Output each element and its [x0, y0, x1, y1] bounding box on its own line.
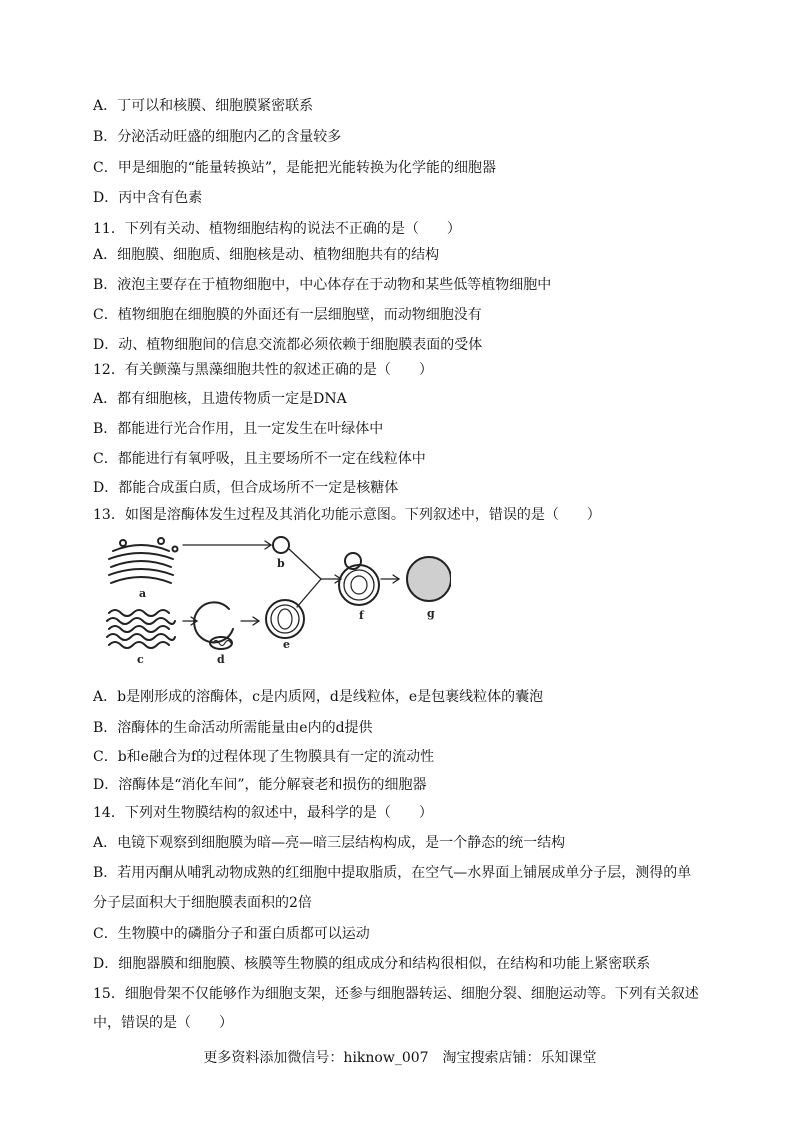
- lysosome-b: [273, 537, 289, 553]
- label-c: c: [137, 653, 144, 666]
- q14-option-c: C．生物膜中的磷脂分子和蛋白质都可以运动: [93, 926, 370, 942]
- q14-option-a: A．电镜下观察到细胞膜为暗—亮—暗三层结构构成，是一个静态的统一结构: [93, 835, 566, 851]
- q15-stem: 15．细胞骨架不仅能够作为细胞支架，还参与细胞器转运、细胞分裂、细胞运动等。下列有关叙述: [93, 986, 699, 1002]
- q13-stem: 13．如图是溶酶体发生过程及其消化功能示意图。下列叙述中，错误的是（ ）: [93, 507, 601, 523]
- fused-lysosome-f: [339, 553, 379, 605]
- q12-option-a: A．都有细胞核，且遗传物质一定是DNA: [93, 391, 347, 407]
- q11-stem: 11．下列有关动、植物细胞结构的说法不正确的是（ ）: [93, 221, 461, 237]
- q15-stem-cont: 中，错误的是（ ）: [93, 1015, 233, 1031]
- q14-stem: 14．下列对生物膜结构的叙述中，最科学的是（ ）: [93, 805, 433, 821]
- lysosome-diagram: [101, 535, 451, 675]
- label-e: e: [283, 638, 290, 651]
- q14-option-d: D．细胞器膜和细胞膜、核膜等生物膜的组成成分和结构很相似，在结构和功能上紧密联系: [93, 956, 651, 972]
- label-f: f: [359, 609, 364, 622]
- q10-option-c: C．甲是细胞的“能量转换站”，是能把光能转换为化学能的细胞器: [93, 160, 497, 176]
- label-g: g: [427, 607, 435, 620]
- q14-option-b-cont: 分子层面积大于细胞膜表面积的2倍: [93, 895, 312, 911]
- q10-option-d: D．丙中含有色素: [93, 190, 203, 206]
- q10-option-a: A．丁可以和核膜、细胞膜紧密联系: [93, 98, 314, 114]
- q14-option-b: B．若用丙酮从哺乳动物成熟的红细胞中提取脂质，在空气—水界面上铺展成单分子层，测得的单: [93, 865, 692, 881]
- q11-option-b: B．液泡主要存在于植物细胞中，中心体存在于动物和某些低等植物细胞中: [93, 277, 552, 293]
- q12-option-b: B．都能进行光合作用，且一定发生在叶绿体中: [93, 421, 384, 437]
- endoplasmic-reticulum-c: [107, 610, 175, 648]
- q10-option-b: B．分泌活动旺盛的细胞内乙的含量较多: [93, 129, 342, 145]
- q13-option-a: A．b是刚形成的溶酶体，c是内质网，d是线粒体，e是包裹线粒体的囊泡: [93, 689, 544, 705]
- label-a: a: [139, 587, 147, 600]
- q13-option-c: C．b和e融合为f的过程体现了生物膜具有一定的流动性: [93, 749, 435, 765]
- q12-option-c: C．都能进行有氧呼吸，且主要场所不一定在线粒体中: [93, 451, 426, 467]
- q11-option-c: C．植物细胞在细胞膜的外面还有一层细胞壁，而动物细胞没有: [93, 307, 482, 323]
- q11-option-a: A．细胞膜、细胞质、细胞核是动、植物细胞共有的结构: [93, 247, 440, 263]
- q12-stem: 12．有关颤藻与黑藻细胞共性的叙述正确的是（ ）: [93, 362, 433, 378]
- label-b: b: [277, 557, 285, 570]
- page-footer: 更多资料添加微信号：hiknow_007 淘宝搜索店铺：乐知课堂: [203, 1050, 597, 1066]
- q13-option-b: B．溶酶体的生命活动所需能量由e内的d提供: [93, 720, 373, 736]
- vesicle-e: [266, 600, 304, 638]
- q12-option-d: D．都能合成蛋白质，但合成场所不一定是核糖体: [93, 480, 399, 496]
- mitochondrion-d: [194, 602, 233, 649]
- label-d: d: [217, 653, 225, 666]
- q11-option-d: D．动、植物细胞间的信息交流都必须依赖于细胞膜表面的受体: [93, 337, 483, 353]
- residual-body-g: [407, 557, 451, 601]
- q13-option-d: D．溶酶体是“消化车间”，能分解衰老和损伤的细胞器: [93, 777, 427, 793]
- golgi-apparatus-a: [109, 538, 178, 583]
